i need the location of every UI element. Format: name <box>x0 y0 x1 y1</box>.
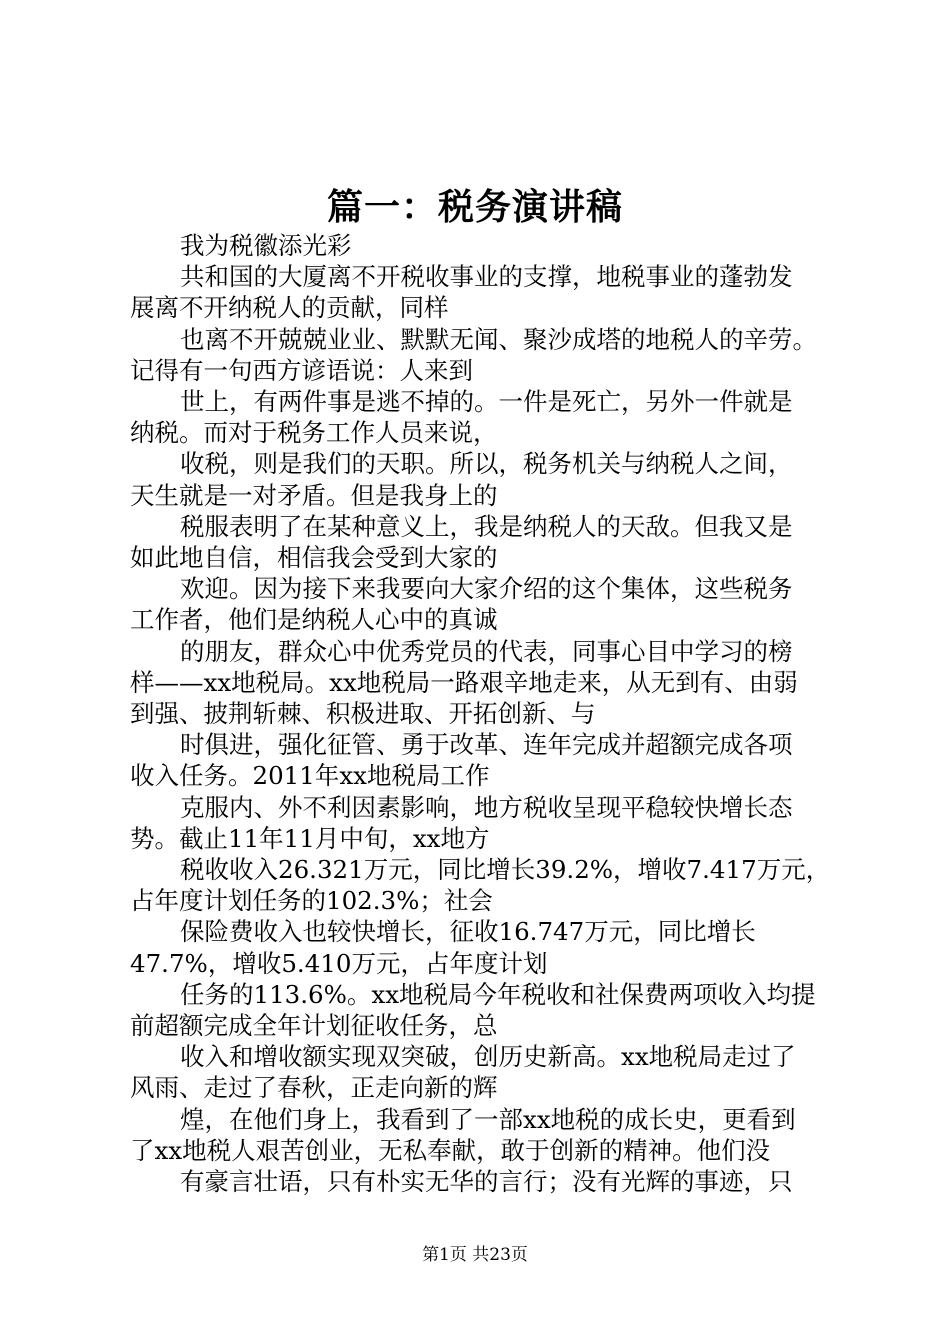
text-line: 时俱进，强化征管、勇于改革、连年完成并超额完成各项 <box>180 730 793 760</box>
text-line: 到强、披荆斩棘、积极进取、开拓创新、与 <box>130 699 596 729</box>
text-line: 前超额完成全年计划征收任务，总 <box>130 1011 498 1041</box>
text-line: 收税，则是我们的天职。所以，税务机关与纳税人之间， <box>180 449 793 479</box>
text-line: 税服表明了在某种意义上，我是纳税人的天敌。但我又是 <box>180 511 793 541</box>
text-line: 也离不开兢兢业业、默默无闻、聚沙成塔的地税人的辛劳。 <box>180 324 817 354</box>
text-line: 天生就是一对矛盾。但是我身上的 <box>130 480 498 510</box>
text-line: 风雨、走过了春秋，正走向新的辉 <box>130 1073 498 1103</box>
text-line: 税收收入26.321万元，同比增长39.2%，增收7.417万元， <box>180 855 831 885</box>
page-footer: 第1页 共23页 <box>422 1245 528 1265</box>
text-line: 的朋友，群众心中优秀党员的代表，同事心目中学习的榜 <box>180 636 793 666</box>
text-line: 势。截止11年11月中旬，xx地方 <box>130 823 490 853</box>
text-line: 47.7%，增收5.410万元，占年度计划 <box>130 948 548 978</box>
text-line: 如此地自信，相信我会受到大家的 <box>130 543 498 573</box>
text-line: 世上，有两件事是逃不掉的。一件是死亡，另外一件就是 <box>180 387 793 417</box>
text-line: 我为税徽添光彩 <box>180 231 352 260</box>
text-line: 有豪言壮语，只有朴实无华的言行；没有光辉的事迹，只 <box>180 1167 793 1197</box>
text-line: 收入和增收额实现双突破，创历史新高。xx地税局走过了 <box>180 1042 796 1072</box>
text-line: 保险费收入也较快增长，征收16.747万元，同比增长 <box>180 917 756 947</box>
text-line: 任务的113.6%。xx地税局今年税收和社保费两项收入均提 <box>180 979 816 1009</box>
text-line: 克服内、外不利因素影响，地方税收呈现平稳较快增长态 <box>180 792 793 822</box>
page-title: 篇一：税务演讲稿 <box>326 186 623 228</box>
text-line: 煌，在他们身上，我看到了一部xx地税的成长史，更看到 <box>180 1104 796 1134</box>
text-line: 样——xx地税局。xx地税局一路艰辛地走来，从无到有、由弱 <box>130 667 798 697</box>
text-line: 工作者，他们是纳税人心中的真诚 <box>130 605 498 635</box>
text-line: 占年度计划任务的102.3%；社会 <box>130 886 493 916</box>
text-line: 欢迎。因为接下来我要向大家介绍的这个集体，这些税务 <box>180 574 793 604</box>
text-line: 记得有一句西方谚语说：人来到 <box>130 355 473 385</box>
text-line: 共和国的大厦离不开税收事业的支撑，地税事业的蓬勃发 <box>180 262 793 292</box>
text-line: 纳税。而对于税务工作人员来说， <box>130 418 498 448</box>
document-body <box>130 230 850 1197</box>
text-line: 了xx地税人艰苦创业，无私奉献，敢于创新的精神。他们没 <box>130 1135 771 1165</box>
text-line: 展离不开纳税人的贡献，同样 <box>130 293 449 323</box>
text-line: 收入任务。2011年xx地税局工作 <box>130 761 490 791</box>
